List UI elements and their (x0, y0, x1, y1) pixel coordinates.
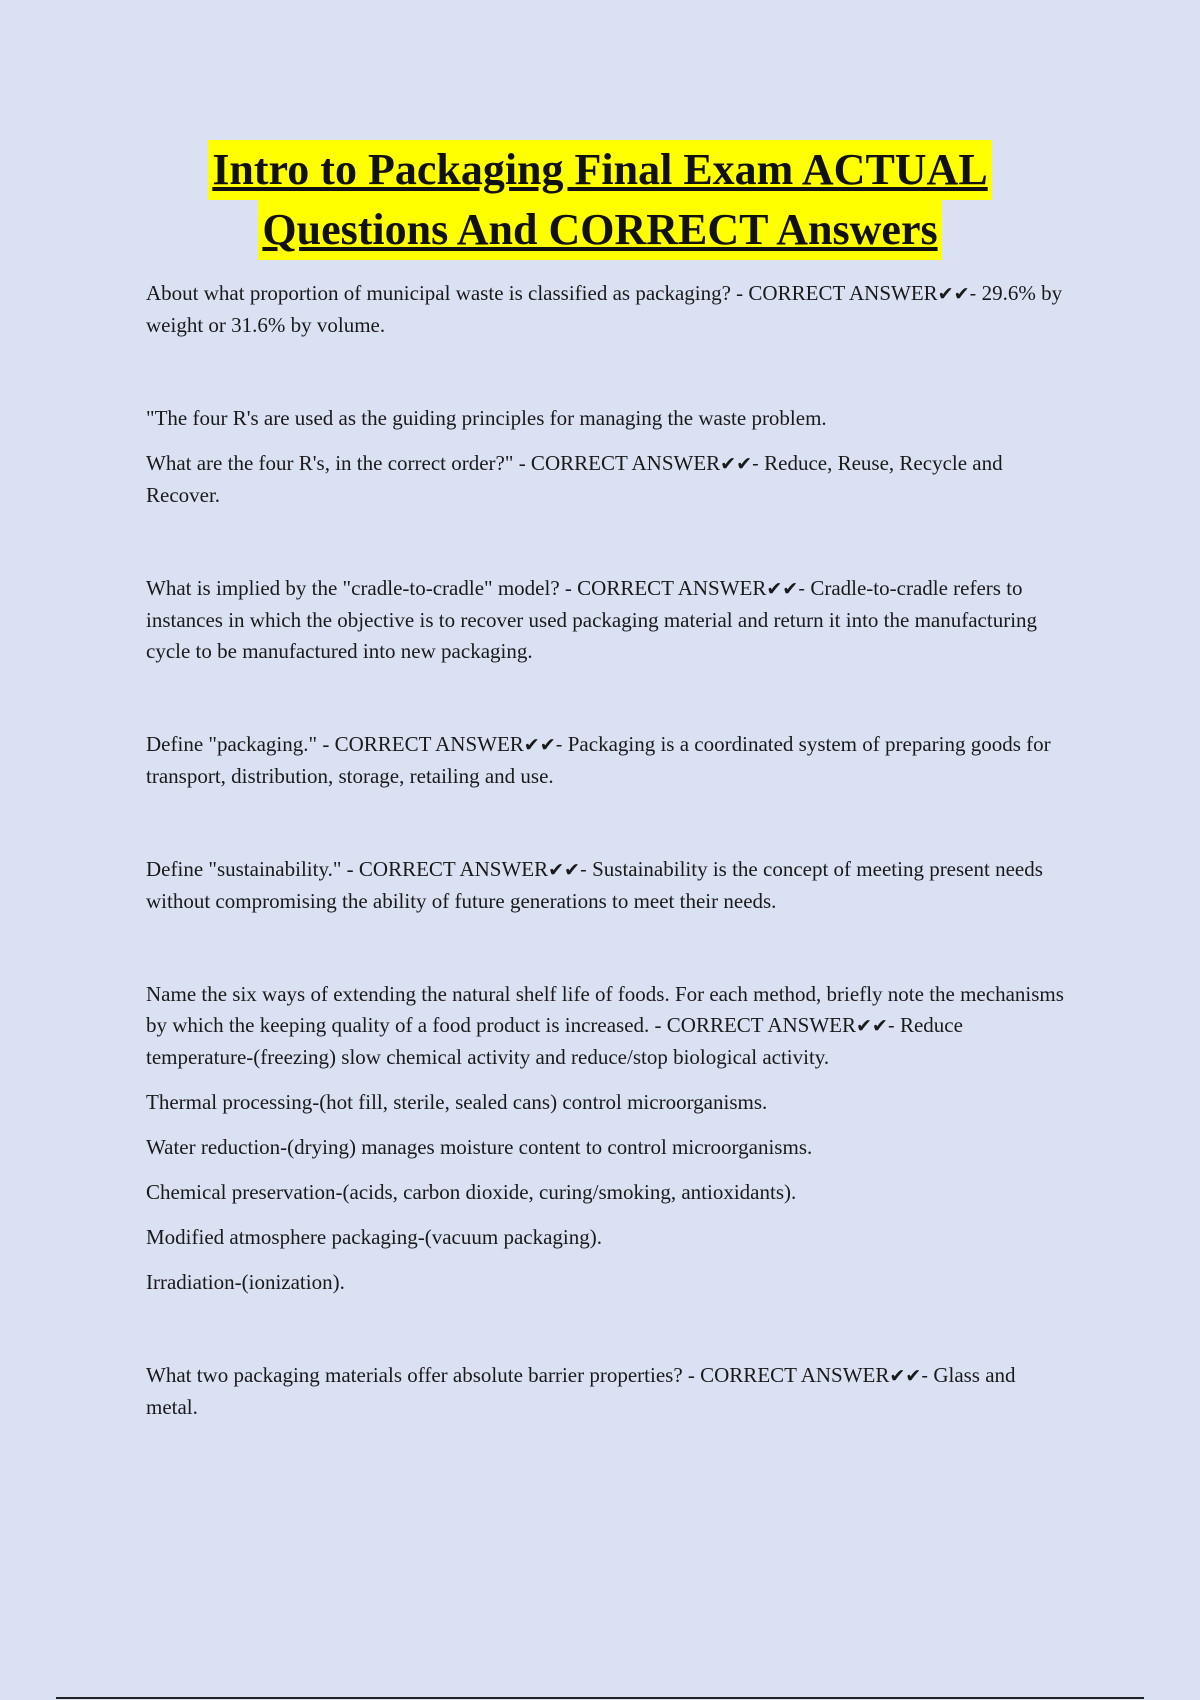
spacer (146, 1118, 1066, 1132)
question-text: Name the six ways of extending the natural shelf life of foods. For each method, briefly note the mechanisms by which the keeping quality of a food product is increased. - CORRECT ANSWER (146, 982, 1064, 1037)
checkmark-icon: ✔✔- (523, 734, 563, 756)
answer-line: Modified atmosphere packaging-(vacuum packaging). (146, 1225, 603, 1249)
spacer (146, 341, 1066, 403)
qa-content (146, 278, 1066, 1423)
answer-text: 29.6% by weight or 31.6% by volume. (146, 281, 1063, 337)
answer-text: Cradle-to-cradle refers to instances in which the objective is to recover used packaging material and return it into the manufacturing cycle to be manufactured into new packaging. (146, 576, 1038, 663)
spacer (146, 917, 1066, 979)
question-text: About what proportion of municipal waste is classified as packaging? - CORRECT ANSWER (146, 281, 938, 305)
document-title (140, 140, 1060, 260)
spacer (146, 1073, 1066, 1087)
checkmark-icon: ✔✔- (766, 578, 806, 600)
checkmark-icon: ✔✔- (937, 283, 977, 305)
checkmark-icon: ✔✔- (548, 859, 587, 881)
question-text: Define "sustainability." - CORRECT ANSWER (146, 857, 549, 881)
checkmark-icon: ✔✔- (889, 1365, 929, 1387)
checkmark-icon: ✔✔- (720, 453, 759, 475)
spacer (146, 667, 1066, 729)
question-text: Define "packaging." - CORRECT ANSWER (146, 732, 524, 756)
qa-item-1 (146, 278, 1066, 341)
answer-line: Chemical preservation-(acids, carbon dioxide, curing/smoking, antioxidants). (146, 1180, 797, 1204)
qa-item-2-preface: "The four R's are used as the guiding principles for managing the waste problem. (146, 406, 827, 430)
spacer (146, 511, 1066, 573)
question-text: What are the four R's, in the correct order?" - CORRECT ANSWER (146, 451, 721, 475)
qa-item-3 (146, 573, 1066, 667)
qa-item-5 (146, 854, 1066, 917)
answer-line: Water reduction-(drying) manages moisture content to control microorganisms. (146, 1135, 813, 1159)
spacer (146, 1163, 1066, 1177)
answer-text: Sustainability is the concept of meeting present needs without compromising the ability of future generations to meet their needs. (146, 857, 1043, 913)
answer-text: Reduce temperature-(freezing) slow chemical activity and reduce/stop biological activity. (146, 1013, 963, 1069)
spacer (146, 792, 1066, 854)
spacer (146, 1298, 1066, 1360)
qa-item-7 (146, 1360, 1066, 1423)
title-line-1: Intro to Packaging Final Exam ACTUAL (208, 140, 991, 200)
question-text: What is implied by the "cradle-to-cradle" model? - CORRECT ANSWER (146, 576, 767, 600)
qa-item-2 (146, 448, 1066, 511)
page-bottom-divider (56, 1697, 1144, 1699)
title-line-2: Questions And CORRECT Answers (258, 200, 941, 260)
qa-item-6 (146, 979, 1066, 1073)
spacer (146, 1253, 1066, 1267)
answer-line: Irradiation-(ionization). (146, 1270, 345, 1294)
spacer (146, 434, 1066, 448)
answer-text: Reduce, Reuse, Recycle and Recover. (146, 451, 1003, 507)
answer-text: Packaging is a coordinated system of preparing goods for transport, distribution, storage, retailing and use. (146, 732, 1051, 788)
spacer (146, 1208, 1066, 1222)
checkmark-icon: ✔✔- (856, 1015, 895, 1037)
qa-item-4 (146, 729, 1066, 792)
question-text: What two packaging materials offer absolute barrier properties? - CORRECT ANSWER (146, 1363, 890, 1387)
answer-text: Glass and metal. (146, 1363, 1016, 1419)
answer-line: Thermal processing-(hot fill, sterile, sealed cans) control microorganisms. (146, 1090, 768, 1114)
